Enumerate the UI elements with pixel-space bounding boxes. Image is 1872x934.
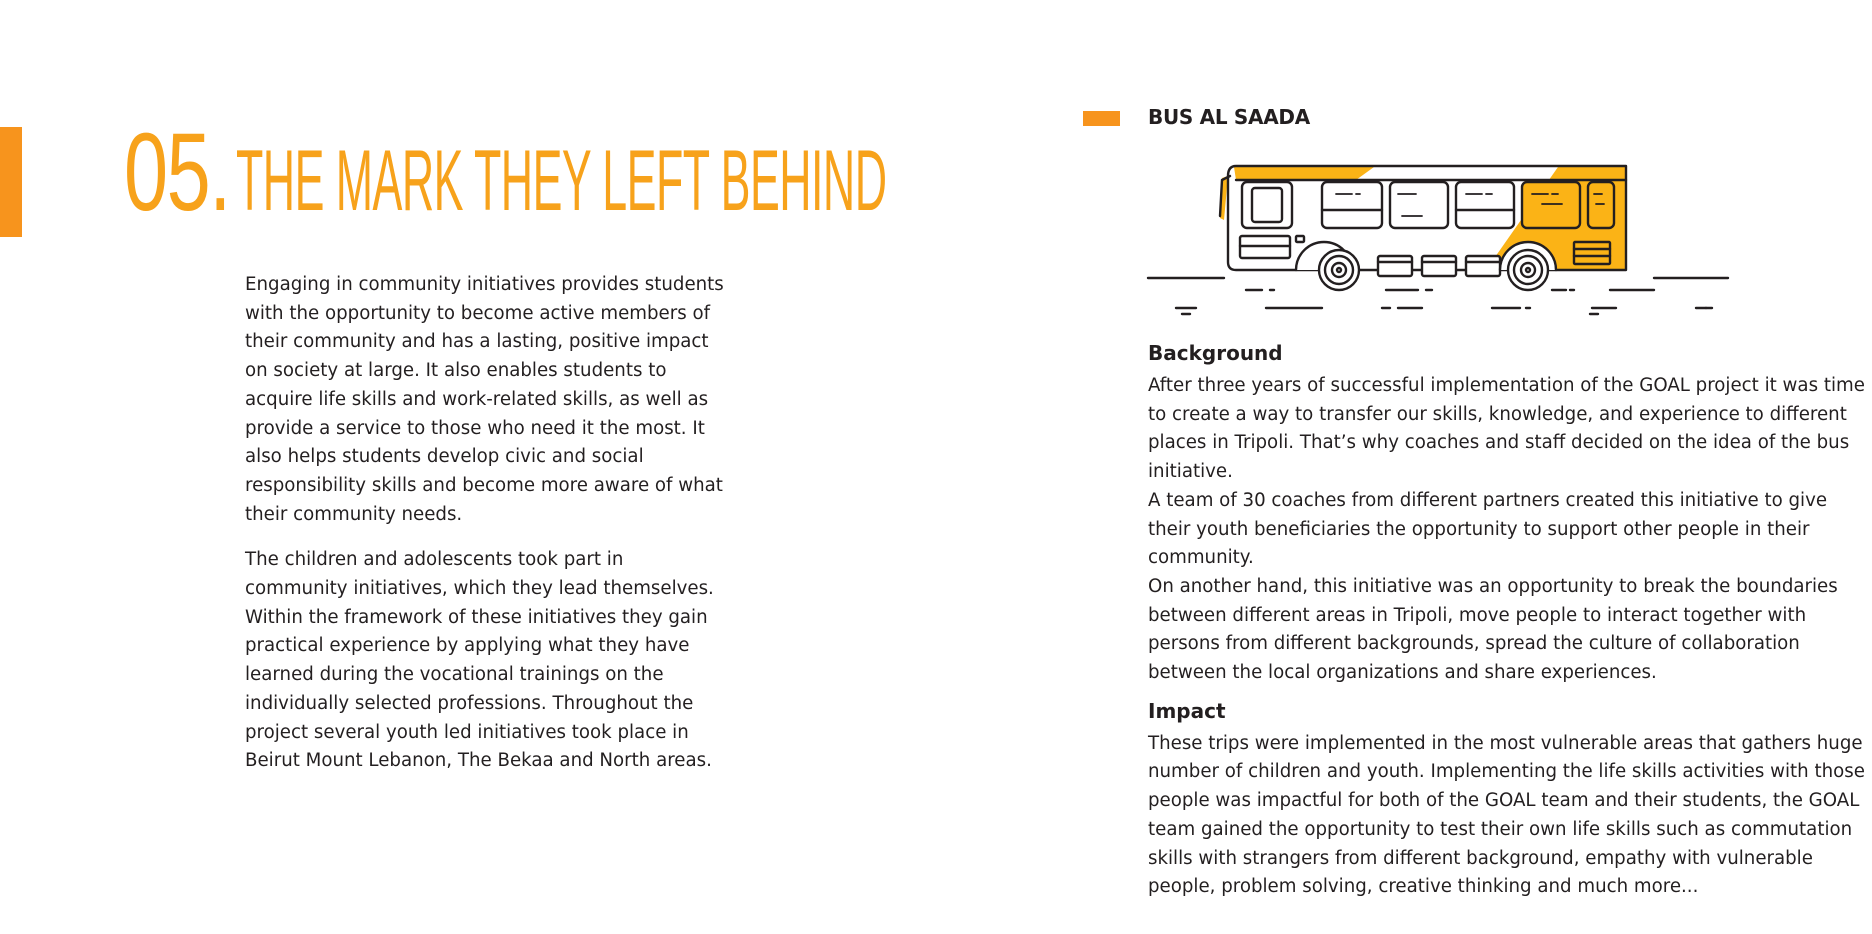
impact-heading: Impact [1148,698,1226,723]
section-number: 05. [124,111,230,234]
intro-text [245,271,725,793]
background-heading: Background [1148,341,1283,365]
impact-paragraph: These trips were implemented in the most vulnerable areas that gathers huge number of children and youth. Implementing the life skills activities with those people was impactful for both of the GOAL team and their students, the GOAL team gained the opportunity to test their own life skills such as commutation skills with strangers from different background, empathy with vulnerable people, problem solving, creative thinking and much more... [1148,732,1865,898]
case-study-marker [1083,111,1120,126]
section-title: THE MARK THEY LEFT BEHIND [236,133,887,229]
background-paragraph-3: On another hand, this initiative was an opportunity to break the boundaries between different areas in Tripoli, move people to interact together with persons from different backgrounds, spread the culture of collaboration between the local organizations and share experiences. [1148,575,1838,684]
case-study-body [1148,340,1868,902]
case-study-title: BUS AL SAADA [1148,105,1310,129]
background-paragraph-2: A team of 30 coaches from different partners created this initiative to give their youth beneficiaries the opportunity to support other people in their community. [1148,489,1828,569]
intro-paragraph-2: The children and adolescents took part in community initiatives, which they lead themselves. Within the framework of these initiatives they gain practical experience by applying what they have learned during the vocational trainings on the individually selected professions. Throughout the project several youth led initiatives took place in Beirut Mount Lebanon, The Bekaa and North areas. [245,549,714,772]
intro-paragraph-1: Engaging in community initiatives provides students with the opportunity to become active members of their community and has a lasting, positive impact on society at large. It also enables students to acquire life skills and work-related skills, as well as provide a service to those who need it the most. It also helps students develop civic and social responsibility skills and become more aware of what their community needs. [245,274,724,525]
background-paragraph-1: After three years of successful implementation of the GOAL project it was time to create a way to transfer our skills, knowledge, and experience to different places in Tripoli. That’s why coaches and staff decided on the idea of the bus initiative. [1148,375,1865,483]
bus-icon [1146,158,1736,318]
left-accent-bar [0,127,22,237]
